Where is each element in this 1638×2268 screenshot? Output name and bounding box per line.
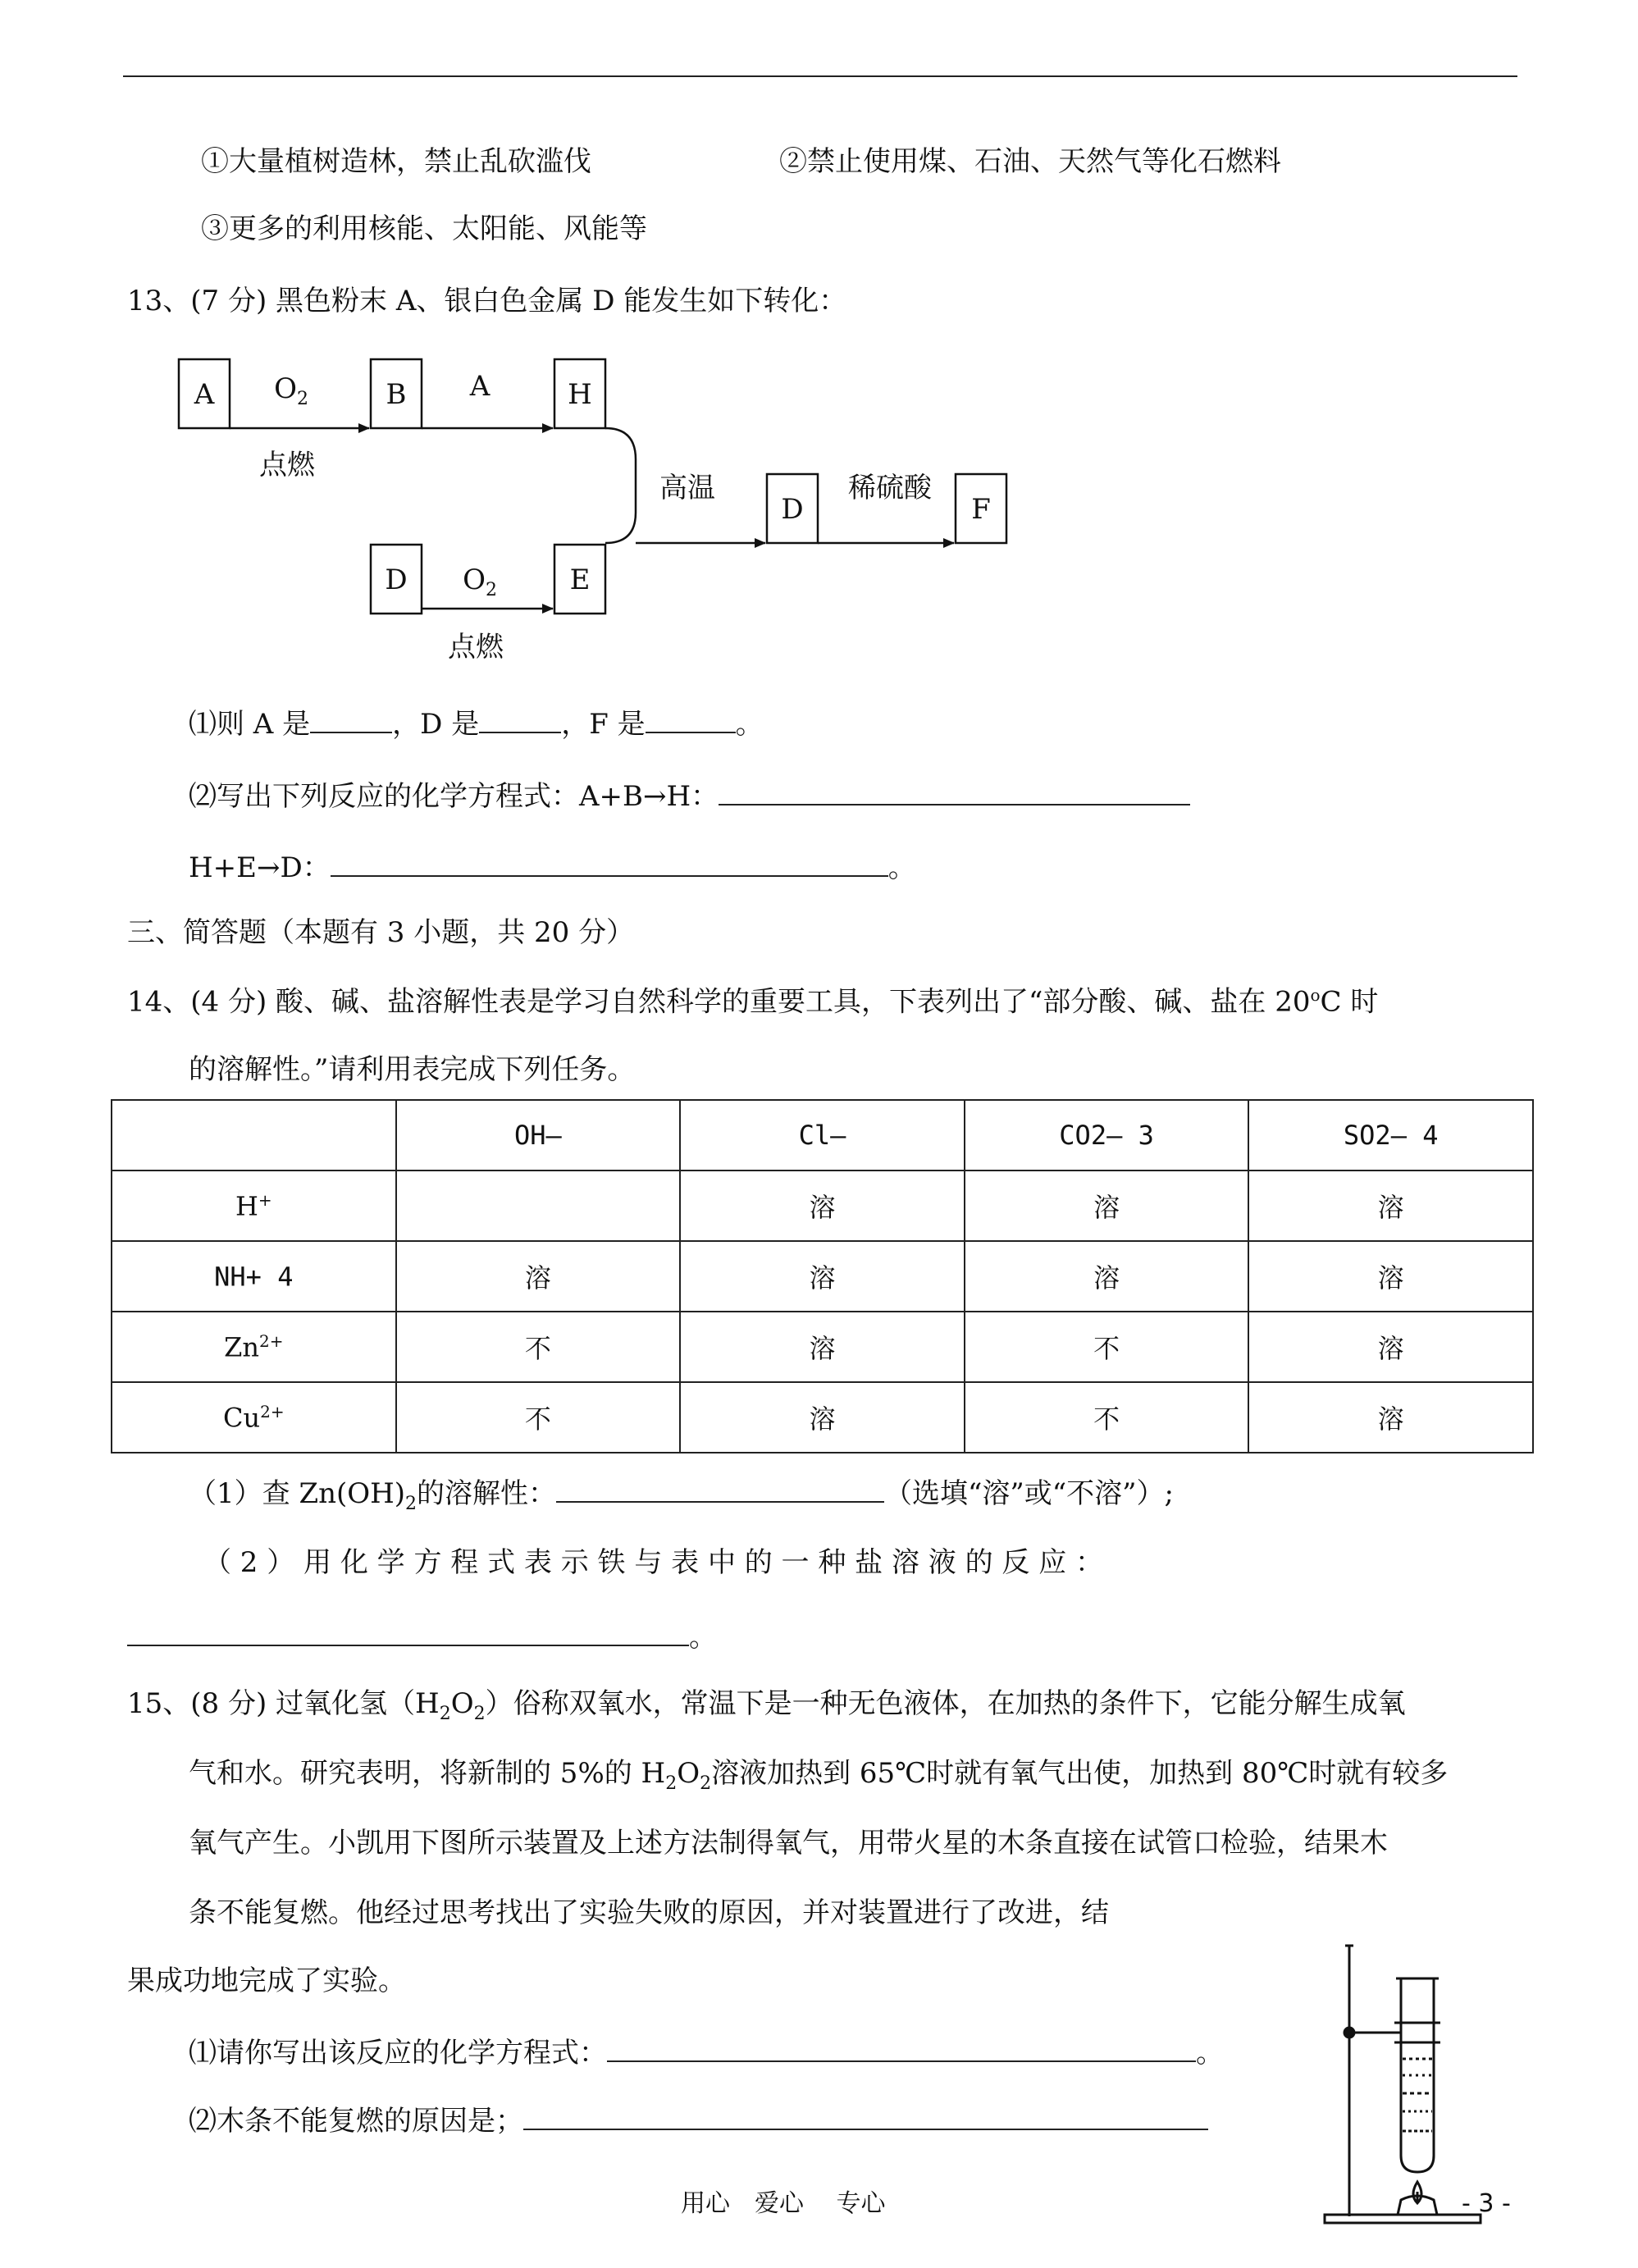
table-header-cell: [112, 1100, 396, 1171]
ignite-bottom-label: 点燃: [448, 631, 504, 664]
solubility-table: [111, 1099, 1534, 1453]
dilute-acid-label: 稀硫酸: [848, 472, 932, 504]
q13-part1: ⑴则 A 是 ，D 是 ，F 是 。: [189, 708, 764, 741]
box-d-right-label: D: [781, 493, 804, 526]
q15-part1: ⑴请你写出该反应的化学方程式： 。: [189, 2037, 1224, 2069]
ion-cell: H+: [112, 1171, 396, 1241]
q15-line4: 条不能复燃。他经过思考找出了实验失败的原因，并对装置进行了改进，结: [189, 1896, 1109, 1929]
q15-line3: 氧气产生。小凯用下图所示装置及上述方法制得氧气，用带火星的木条直接在试管口检验，结果木: [189, 1827, 1388, 1860]
ion-cell: $Cu^{2+}$: [112, 1382, 396, 1453]
ion-cell: NH+ 4: [112, 1241, 396, 1312]
answer-blank-d[interactable]: [479, 707, 561, 733]
q14-part2: （ 2 ） 用 化 学 方 程 式 表 示 铁 与 表 中 的 一 种 盐 溶 液 的 反 应 ：: [203, 1546, 1104, 1579]
box-d-left-label: D: [385, 564, 408, 596]
q15-line1: 15、(8 分) 过氧化氢$(H_2O_2)$俗称双氧水，常温下是一种无色液体，在加热的条件下，它能分解生成氧: [127, 1687, 1406, 1724]
q15-line5: 果成功地完成了实验。: [127, 1965, 406, 1997]
option-2: ②禁止使用煤、石油、天然气等化石燃料: [779, 145, 1281, 178]
table-cell: 溶: [1248, 1171, 1533, 1241]
section-3-heading: 三、简答题（本题有 3 小题，共 20 分）: [127, 916, 635, 949]
table-cell: 溶: [965, 1241, 1249, 1312]
q14-part1: （1）查 $Zn(OH)_2$的溶解性： （选填“溶”或“不溶”）;: [189, 1477, 1174, 1514]
q14-stem-line2: 的溶解性。”请利用表完成下列任务。: [189, 1053, 636, 1086]
table-cell: 溶: [680, 1312, 965, 1382]
table-cell: 不: [965, 1382, 1249, 1453]
answer-blank-solubility[interactable]: [556, 1476, 884, 1503]
table-cell: [396, 1171, 681, 1241]
table-cell: 溶: [680, 1171, 965, 1241]
answer-blank-f[interactable]: [646, 707, 736, 733]
brace-h-e: [605, 428, 636, 543]
q13-stem: 13、(7 分) 黑色粉末 A、银白色金属 D 能发生如下转化：: [127, 285, 847, 317]
box-f-label: F: [971, 493, 991, 526]
answer-blank-decomposition[interactable]: [607, 2036, 1196, 2062]
table-header-row: [112, 1100, 1533, 1171]
option-1: ①大量植树造林，禁止乱砍滥伐: [201, 145, 591, 178]
table-header-cell: OH—: [396, 1100, 681, 1171]
page-number: - 3 -: [1462, 2189, 1511, 2218]
q14-stem-line1: 14、(4 分) 酸、碱、盐溶解性表是学习自然科学的重要工具，下表列出了“部分酸、碱、盐在 20$^o$C 时: [127, 985, 1379, 1019]
table-row: [112, 1312, 1533, 1382]
table-row: [112, 1382, 1533, 1453]
o2-bottom-label: $O_2$: [463, 564, 497, 600]
table-cell: 溶: [396, 1241, 681, 1312]
q15-line2: 气和水。研究表明，将新制的 5%的 $H_2O_2$溶液加热到 65℃时就有氧气出使，加热到 80℃时就有较多: [189, 1757, 1449, 1794]
box-e-label: E: [569, 564, 591, 596]
table-cell: 溶: [1248, 1241, 1533, 1312]
table-cell: 溶: [1248, 1312, 1533, 1382]
box-h-label: H: [568, 378, 592, 411]
q14-part2-answer-line: 。: [127, 1620, 717, 1651]
table-header-cell: Cl—: [680, 1100, 965, 1171]
table-cell: 溶: [965, 1171, 1249, 1241]
option-3: ③更多的利用核能、太阳能、风能等: [201, 212, 647, 245]
table-cell: 不: [396, 1382, 681, 1453]
table-header-cell: SO2— 4: [1248, 1100, 1533, 1171]
answer-blank-reason[interactable]: [523, 2104, 1208, 2130]
q15-part2: ⑵木条不能复燃的原因是；: [189, 2104, 1208, 2135]
o2-top-label: $O_2$: [274, 372, 308, 409]
box-a-label: A: [194, 378, 215, 411]
answer-blank-he-d[interactable]: [331, 851, 888, 877]
table-row: [112, 1171, 1533, 1241]
answer-blank-a[interactable]: [310, 707, 392, 733]
ignite-top-label: 点燃: [259, 449, 315, 481]
table-cell: 不: [396, 1312, 681, 1382]
answer-blank-ab-h[interactable]: [719, 779, 1190, 805]
table-cell: 溶: [680, 1241, 965, 1312]
q13-reaction-diagram: [0, 0, 1638, 705]
table-cell: 溶: [1248, 1382, 1533, 1453]
q13-part3: H+E→D： 。: [189, 851, 916, 884]
ion-cell: $Zn^{2+}$: [112, 1312, 396, 1382]
box-b-label: B: [386, 378, 407, 411]
reagent-a-label: A: [469, 370, 490, 403]
q13-part2: ⑵写出下列反应的化学方程式：A+B→H：: [189, 779, 1190, 810]
high-temp-label: 高温: [659, 472, 715, 504]
table-cell: 不: [965, 1312, 1249, 1382]
table-row: [112, 1241, 1533, 1312]
table-header-cell: CO2— 3: [965, 1100, 1249, 1171]
answer-blank-iron-reaction[interactable]: [127, 1620, 689, 1646]
footer-motto: 用心 爱心 专心: [681, 2189, 886, 2218]
table-cell: 溶: [680, 1382, 965, 1453]
